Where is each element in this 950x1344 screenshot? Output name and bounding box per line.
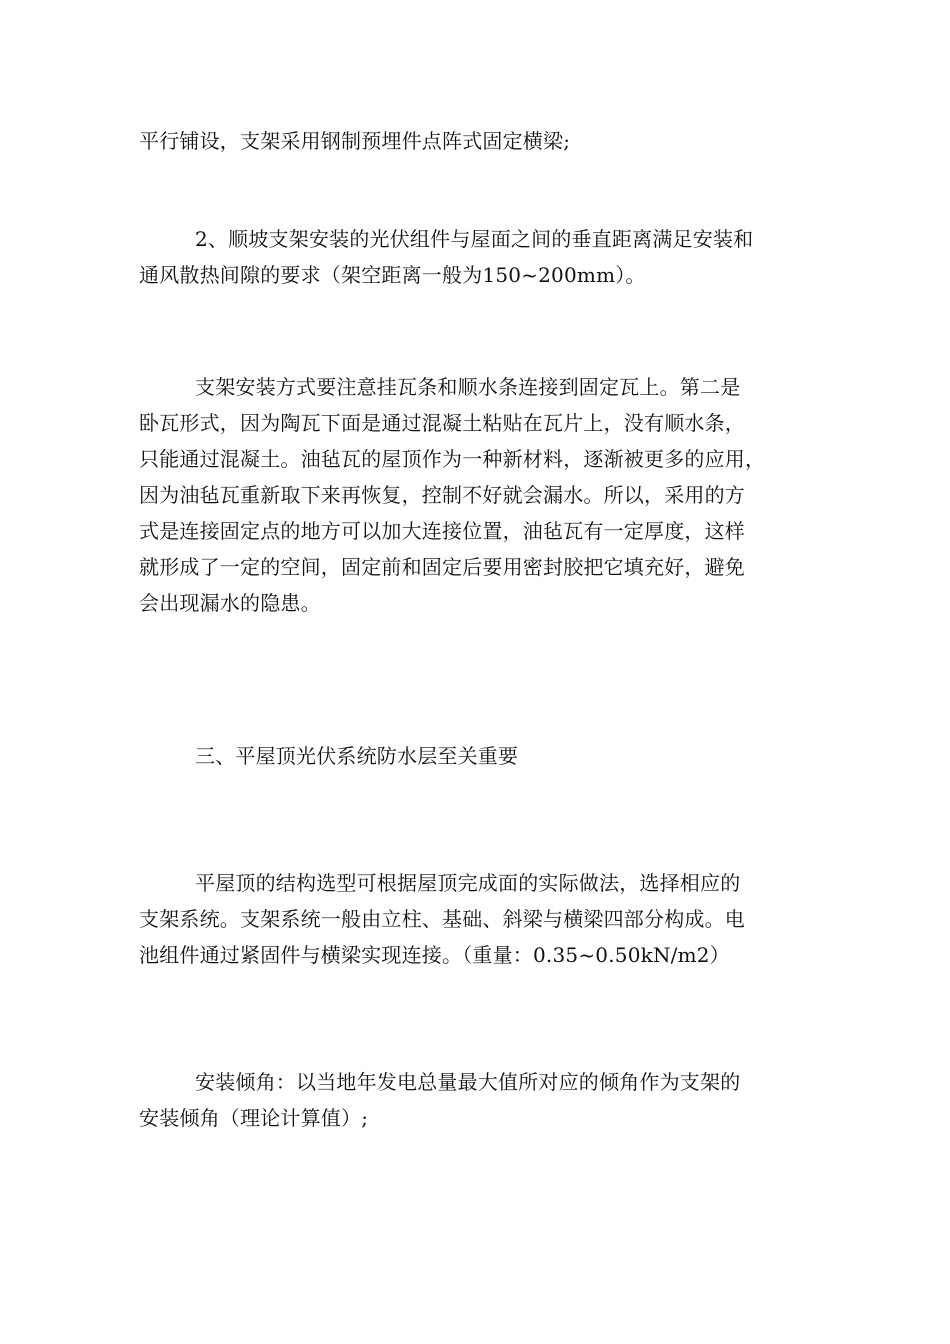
section-heading [139,738,819,774]
paragraph-line: 卧瓦形式，因为陶瓦下面是通过混凝土粘贴在瓦片上，没有顺水条， [139,411,745,435]
paragraph-line: 平屋顶的结构选型可根据屋顶完成面的实际做法，选择相应的 [195,871,741,895]
paragraph-installation-method [139,369,819,621]
paragraph-line: 池组件通过紧固件与横梁实现连接。（重量：0.35~0.50kN/m2） [139,943,730,967]
paragraph-line: 支架系统。支架系统一般由立柱、基础、斜梁与横梁四部分构成。电 [139,907,745,931]
paragraph-item-2 [139,221,819,293]
paragraph-line: 因为油毡瓦重新取下来再恢复，控制不好就会漏水。所以，采用的方 [139,483,745,507]
paragraph-line: 就形成了一定的空间，固定前和固定后要用密封胶把它填充好，避免 [139,555,745,579]
paragraph-line: 平行铺设，支架采用钢制预埋件点阵式固定横梁; [139,129,571,153]
paragraph-line: 通风散热间隙的要求（架空距离一般为150~200mm）。 [139,263,646,287]
paragraph-line: 只能通过混凝土。油毡瓦的屋顶作为一种新材料，逐渐被更多的应用， [139,447,766,471]
paragraph-line: 支架安装方式要注意挂瓦条和顺水条连接到固定瓦上。第二是 [195,375,741,399]
paragraph-flat-roof [139,865,819,973]
paragraph-line: 式是连接固定点的地方可以加大连接位置，油毡瓦有一定厚度，这样 [139,519,745,543]
paragraph-continuation [139,123,819,159]
paragraph-line: 安装倾角（理论计算值）; [139,1106,369,1130]
paragraph-line: 会出现漏水的隐患。 [139,591,321,615]
paragraph-line: 2、顺坡支架安装的光伏组件与屋面之间的垂直距离满足安装和 [195,227,754,251]
paragraph-tilt-angle [139,1064,819,1136]
section-heading-text: 三、平屋顶光伏系统防水层至关重要 [195,744,519,768]
paragraph-line: 安装倾角：以当地年发电总量最大值所对应的倾角作为支架的 [195,1070,741,1094]
